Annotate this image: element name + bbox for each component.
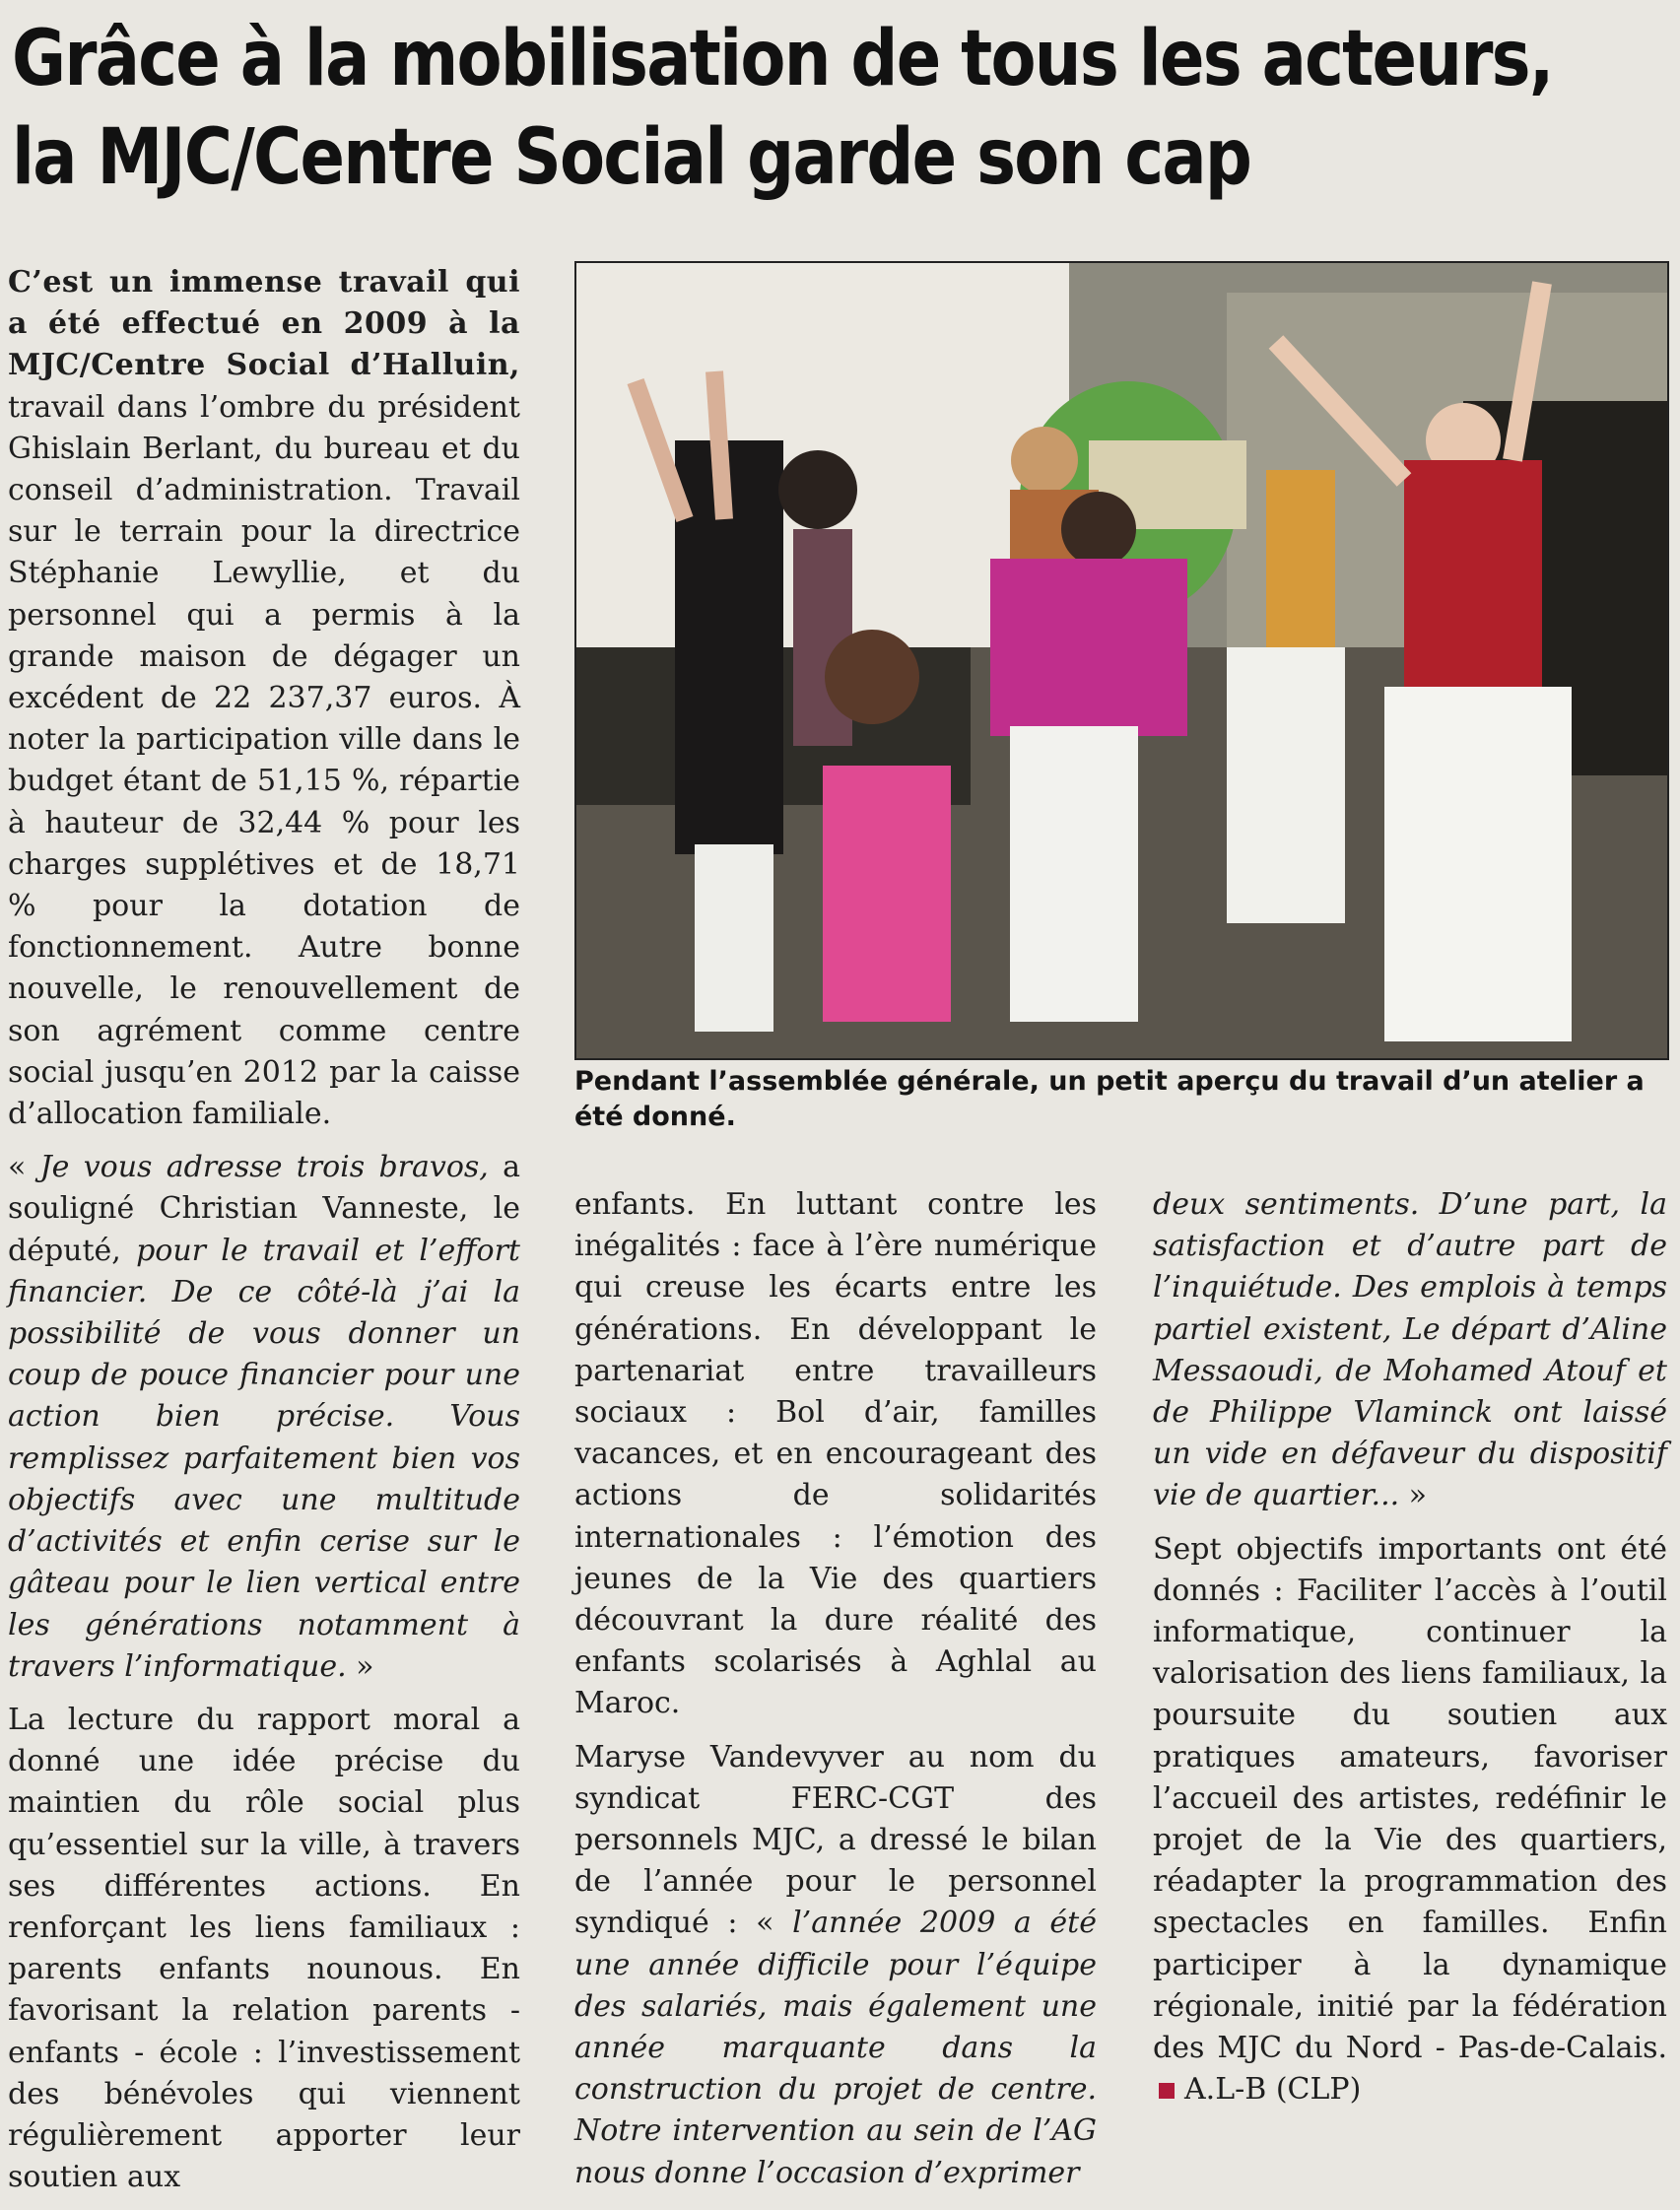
signature: A.L-B (CLP) xyxy=(1184,2072,1362,2108)
quote-plain-1: a souligné Christian Vanneste, le député, xyxy=(8,1150,521,1268)
col3-paragraph-2 xyxy=(1153,1529,1667,2111)
headline-line-2: la MJC/Centre Social garde son cap xyxy=(12,113,1251,202)
signature-square-icon xyxy=(1159,2083,1175,2099)
col2-paragraph-2 xyxy=(574,1737,1097,2194)
quote-paragraph xyxy=(8,1147,520,1688)
col3-close: » xyxy=(1399,1478,1428,1513)
column-2 xyxy=(574,1184,1097,2206)
photo-dance-workshop xyxy=(574,261,1669,1060)
lead-paragraph xyxy=(8,262,520,1135)
headline-line-1: Grâce à la mobilisation de tous les acteurs, xyxy=(12,15,1553,103)
column-3 xyxy=(1153,1184,1667,2122)
col3-paragraph-1 xyxy=(1153,1184,1667,1517)
quote-italic-2: pour le travail et l’effort financier. De ce côté-là j’ai la possibilité de vous donner un coup de pouce financier pour une action bien précise. Vous remplissez parfaitement bien vos objectifs avec une multitude d’activités et enfin cerise sur le gâteau pour le lien vertical entre les générations notamment à travers l’informatique. xyxy=(8,1233,520,1684)
col2-plain: Maryse Vandevyver au nom du syndicat FERC-CGT des personnels MJC, a dressé le bilan de l’année pour le personnel syndiqué : « xyxy=(574,1739,1097,1941)
col2-paragraph-1: enfants. En luttant contre les inégalités : face à l’ère numérique qui creuse les écarts entre les générations. En développant le partenariat entre travailleurs sociaux : Bol d’air, familles vacances, et en encourageant des actions de solidarités internationales : l’émotion des jeunes de la Vie des quartiers découvrant la dure réalité des enfants scolarisés à Aghlal au Maroc. xyxy=(574,1187,1097,1721)
quote-close: » xyxy=(346,1648,374,1684)
quote-italic-1: Je vous adresse trois bravos, xyxy=(39,1150,489,1185)
lead-bold: C’est un immense travail qui a été effectué en 2009 à la MJC/Centre Social d’Halluin, xyxy=(8,265,520,383)
headline xyxy=(12,10,1553,207)
col3-italic: deux sentiments. D’une part, la satisfaction et d’autre part de l’inquiétude. Des emplois à temps partiel existent, Le départ d’Aline Messaoudi, de Mohamed Atouf et de Philippe Vlaminck ont laissé un vide en défaveur du dispositif vie de quartier... xyxy=(1153,1187,1667,1513)
quote-open: « xyxy=(8,1150,40,1185)
col3-objectives: Sept objectifs importants ont été donnés : Faciliter l’accès à l’outil informatique, continuer la valorisation des liens familiaux, la poursuite du soutien aux pratiques amateurs, favoriser l’accueil des artistes, redéfinir le projet de la Vie des quartiers, réadapter la programmation des spectacles en familles. Enfin participer à la dynamique régionale, initié par la fédération des MJC du Nord - Pas-de-Calais. xyxy=(1153,1531,1667,2066)
moral-report-paragraph: La lecture du rapport moral a donné une idée précise du maintien du rôle social plus qu’essentiel sur la ville, à travers ses différentes actions. En renforçant les liens familiaux : parents enfants nounous. En favorisant la relation parents - enfants - école : l’investissement des bénévoles qui viennent régulièrement apporter leur soutien aux xyxy=(8,1702,520,2195)
photo-caption: Pendant l’assemblée générale, un petit aperçu du travail d’un atelier a été donné. xyxy=(574,1066,1645,1132)
col2-italic: l’année 2009 a été une année difficile pour l’équipe des salariés, mais également une année marquante dans la construction du projet de centre. Notre intervention au sein de l’AG nous donne l’occasion d’exprimer xyxy=(574,1906,1097,2190)
photo-illustration xyxy=(576,263,1667,1058)
column-1 xyxy=(8,262,520,2210)
lead-rest: travail dans l’ombre du président Ghislain Berlant, du bureau et du conseil d’administration. Travail sur le terrain pour la directrice Stéphanie Lewyllie, et du personnel qui a permis à la grande maison de dégager un excédent de 22 237,37 euros. À noter la participation ville dans le budget étant de 51,15 %, répartie à hauteur de 32,44 % pour les charges supplétives et de 18,71 % pour la dotation de fonctionnement. Autre bonne nouvelle, le renouvellement de son agrément comme centre social jusqu’en 2012 par la caisse d’allocation familiale. xyxy=(8,389,520,1132)
